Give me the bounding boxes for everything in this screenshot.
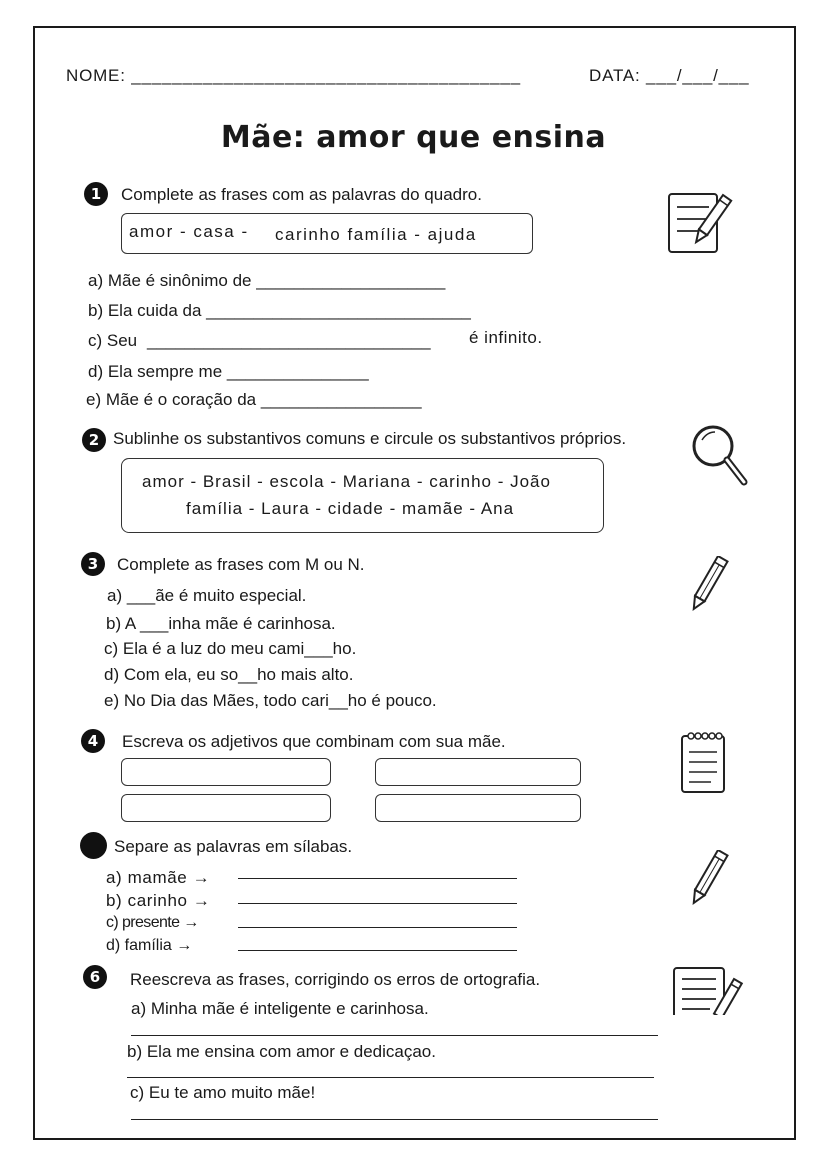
q6-item-c: c) Eu te amo muito mãe!	[130, 1083, 316, 1102]
magnifier-icon	[687, 420, 753, 497]
notepad-pencil-icon	[670, 965, 750, 1015]
q2-words-line2: família - Laura - cidade - mamãe - Ana	[186, 499, 515, 518]
pencil-icon	[688, 556, 734, 625]
spiral-notepad-icon	[678, 730, 728, 801]
q6-instruction: Reescreva as frases, corrigindo os erros de ortografia.	[130, 970, 541, 989]
question-number-1: 1	[84, 182, 108, 206]
q3-item-b: b) A ___inha mãe é carinhosa.	[106, 614, 336, 633]
q3-item-c: c) Ela é a luz do meu cami___ho.	[104, 639, 357, 658]
adjective-box-4[interactable]	[375, 794, 581, 822]
q6-item-a: a) Minha mãe é inteligente e carinhosa.	[131, 999, 429, 1018]
q1-item-c-blank: ______________________________	[147, 331, 431, 350]
q3-item-d: d) Com ela, eu so__ho mais alto.	[104, 665, 354, 684]
q2-word-box	[121, 458, 604, 533]
question-number-6: 6	[83, 965, 107, 989]
q1-item-d: d) Ela sempre me _______________	[88, 362, 369, 381]
adjective-box-3[interactable]	[121, 794, 331, 822]
q1-word-bank-part1: amor - casa -	[129, 222, 249, 241]
date-field: DATA: ___/___/___	[589, 66, 750, 85]
notepad-pencil-icon	[665, 191, 745, 260]
question-number-3: 3	[81, 552, 105, 576]
q2-words-line1: amor - Brasil - escola - Mariana - carinho - João	[142, 472, 551, 491]
q6-answer-line-a[interactable]	[131, 1035, 658, 1036]
q3-item-e: e) No Dia das Mães, todo cari__ho é pouco.	[104, 691, 437, 710]
q6-item-b: b) Ela me ensina com amor e dedicaçao.	[127, 1042, 436, 1061]
q4-instruction: Escreva os adjetivos que combinam com sua mãe.	[122, 732, 506, 751]
adjective-box-1[interactable]	[121, 758, 331, 786]
q5-item-a: a) mamãe →	[106, 868, 211, 887]
question-number-4: 4	[81, 729, 105, 753]
q5-instruction: Separe as palavras em sílabas.	[114, 837, 353, 856]
q5-answer-line-a[interactable]	[238, 878, 517, 879]
q1-word-bank-part2: carinho família - ajuda	[275, 225, 477, 244]
q1-item-e: e) Mãe é o coração da _________________	[86, 390, 422, 409]
q3-item-a: a) ___ãe é muito especial.	[107, 586, 307, 605]
q2-instruction: Sublinhe os substantivos comuns e circule os substantivos próprios.	[113, 429, 627, 448]
pencil-icon	[688, 850, 734, 919]
q1-item-b: b) Ela cuida da ____________________________	[88, 301, 471, 320]
q5-answer-line-b[interactable]	[238, 903, 517, 904]
q5-answer-line-c[interactable]	[238, 927, 517, 928]
adjective-box-2[interactable]	[375, 758, 581, 786]
page-title: Mãe: amor que ensina	[220, 120, 607, 155]
question-number-2: 2	[82, 428, 106, 452]
q5-item-b: b) carinho →	[106, 891, 211, 910]
q5-item-c: c) presente →	[106, 914, 199, 931]
q3-instruction: Complete as frases com M ou N.	[117, 555, 365, 574]
q6-answer-line-b[interactable]	[127, 1077, 654, 1078]
q1-item-a: a) Mãe é sinônimo de ____________________	[88, 271, 446, 290]
q1-item-c-tail: é infinito.	[469, 328, 543, 347]
q5-answer-line-d[interactable]	[238, 950, 517, 951]
q1-item-c: c) Seu	[88, 331, 138, 350]
q5-item-d: d) família →	[106, 937, 193, 954]
question-number-5	[80, 832, 107, 859]
name-field: NOME: ______________________________________	[66, 66, 521, 85]
q1-instruction: Complete as frases com as palavras do quadro.	[121, 185, 482, 204]
q6-answer-line-c[interactable]	[131, 1119, 658, 1120]
